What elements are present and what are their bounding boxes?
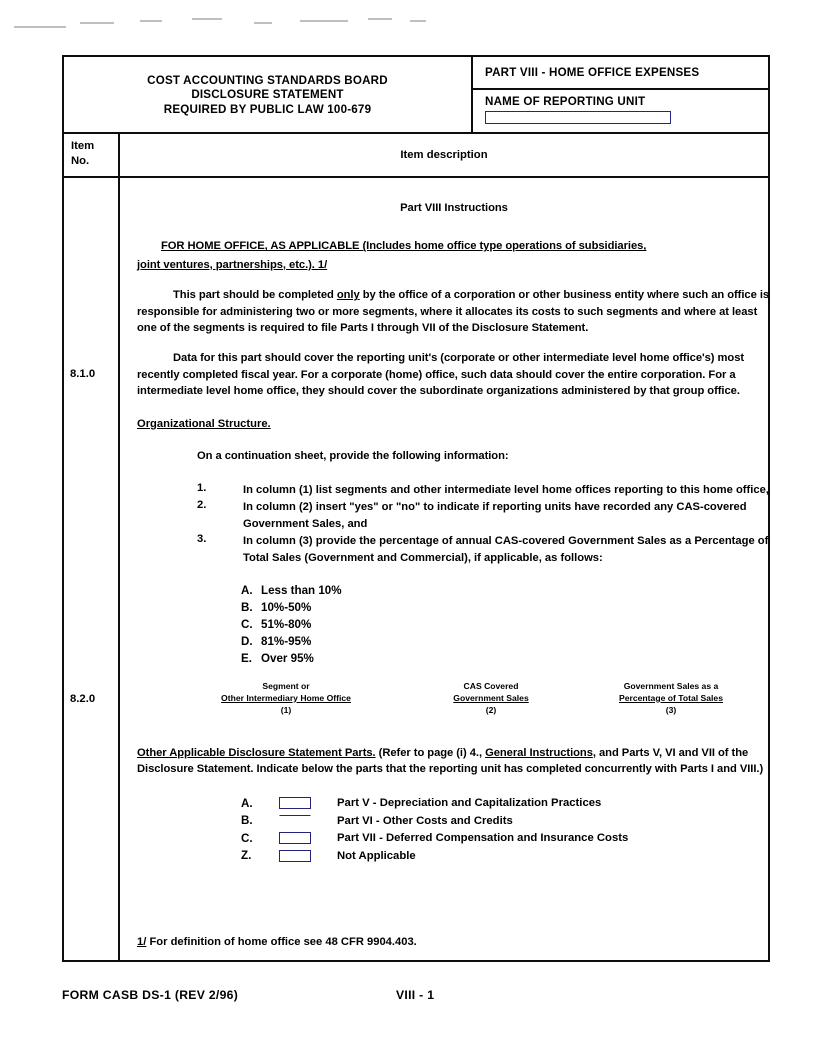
scan-artifact xyxy=(14,26,66,28)
option-letter: D. xyxy=(241,635,253,649)
section-810-numbered-list xyxy=(197,482,771,566)
checkbox-row-not-applicable xyxy=(241,847,771,865)
part-title: PART VIII - HOME OFFICE EXPENSES xyxy=(473,57,768,90)
scope-heading xyxy=(137,238,771,273)
checkbox-letter: C. xyxy=(241,831,253,845)
scan-artifact xyxy=(140,20,162,22)
column-heading-1-line-2: Other Intermediary Home Office xyxy=(221,692,351,703)
list-item xyxy=(197,499,771,532)
paragraph-scope-part-b: by the office of a corporation or other business entity where such an office is responsible for administering two or more segments, where it allocates its costs to such segments and where at least one of the segments is required to file Parts I through VII of the Disclosure Statement. xyxy=(137,289,770,335)
checkbox-part-vii[interactable] xyxy=(279,832,311,844)
applicable-parts-checkbox-list xyxy=(241,794,771,864)
scan-artifact xyxy=(80,22,114,24)
item-no-line-2: No. xyxy=(71,155,90,167)
item-no-line-1: Item xyxy=(71,140,95,152)
instructions-title: Part VIII Instructions xyxy=(400,202,508,214)
option-value: 51%-80% xyxy=(261,618,312,632)
scope-heading-line-2: joint ventures, partnerships, etc.). 1/ xyxy=(137,258,328,271)
authority-line-3: REQUIRED BY PUBLIC LAW 100-679 xyxy=(163,102,372,116)
authority-line-2: DISCLOSURE STATEMENT xyxy=(191,88,344,102)
part-identification-block xyxy=(473,57,768,132)
column-heading-2-line-1: CAS Covered xyxy=(463,681,519,692)
footnote xyxy=(137,936,417,948)
paragraph-data-coverage: Data for this part should cover the reporting unit's (corporate or other intermediate level home office's) most recently completed fiscal year. For a corporate (home) office, such data should cover the entire corporation. For a intermediate level home office, they should cover the subordinate organizations administered by that group office. xyxy=(137,352,745,398)
item-number-820: 8.2.0 xyxy=(70,693,96,705)
item-number-column xyxy=(64,178,120,962)
list-item xyxy=(241,633,771,650)
form-header xyxy=(64,57,768,134)
checkbox-not-applicable[interactable] xyxy=(279,850,311,862)
form-identifier: FORM CASB DS-1 (REV 2/96) xyxy=(62,988,239,1002)
column-heading-3-number: (3) xyxy=(665,705,677,716)
general-instructions-reference: General Instructions xyxy=(485,746,593,759)
item-number-810: 8.1.0 xyxy=(70,368,96,380)
list-item xyxy=(241,599,771,616)
column-heading-3-line-2: Percentage of Total Sales xyxy=(619,692,723,703)
option-letter: A. xyxy=(241,584,253,598)
scan-artifact xyxy=(300,20,348,22)
scan-artifact xyxy=(410,20,426,22)
list-item xyxy=(197,533,771,566)
paragraph-scope-emphasis: only xyxy=(336,289,360,302)
checkbox-label: Part VII - Deferred Compensation and Insurance Costs xyxy=(337,832,629,845)
footnote-text: For definition of home office see 48 CFR 9904.403. xyxy=(146,936,417,948)
option-letter: C. xyxy=(241,618,253,632)
column-header-item-description: Item description xyxy=(400,149,488,161)
form-body xyxy=(64,178,768,962)
reporting-unit-label: NAME OF REPORTING UNIT xyxy=(485,95,646,108)
list-item xyxy=(241,650,771,667)
list-item xyxy=(241,616,771,633)
option-value: 10%-50% xyxy=(261,601,312,615)
option-value: 81%-95% xyxy=(261,635,312,649)
column-heading-3 xyxy=(571,681,771,717)
authority-line-1: COST ACCOUNTING STANDARDS BOARD xyxy=(147,73,388,87)
list-item-text: In column (1) list segments and other intermediate level home offices reporting to this home office, xyxy=(243,484,769,497)
item-description-column xyxy=(120,178,785,962)
scope-heading-line-1: FOR HOME OFFICE, AS APPLICABLE (Includes home office type operations of subsidiaries, xyxy=(161,240,647,253)
column-heading-1 xyxy=(161,681,411,717)
table-column-headers xyxy=(64,134,768,178)
list-item xyxy=(197,482,771,498)
footnote-mark: 1/ xyxy=(137,936,147,948)
checkbox-letter: Z. xyxy=(241,849,252,863)
checkbox-row-part-vi xyxy=(241,812,771,830)
column-heading-2 xyxy=(411,681,571,717)
section-820-body-b: , and Parts V, VI and VII of the Disclosure Statement. Indicate below the parts that the reporting unit has completed concurrently with Parts I and VIII.) xyxy=(137,746,764,775)
list-item-number: 1. xyxy=(197,482,207,495)
scan-artifact xyxy=(368,18,392,20)
list-item-text: In column (3) provide the percentage of annual CAS-covered Government Sales as a Percentage of Total Sales (Government and Commercial), if applicable, as follows: xyxy=(243,535,769,564)
list-item-text: In column (2) insert "yes" or "no" to indicate if reporting units have recorded any CAS-covered Government Sales, and xyxy=(243,501,747,530)
continuation-sheet-column-headings xyxy=(137,681,771,717)
checkbox-label: Part V - Depreciation and Capitalization Practices xyxy=(337,797,602,810)
section-810-lead-in: On a continuation sheet, provide the following information: xyxy=(197,449,509,462)
section-820-body-a: (Refer to page (i) 4., xyxy=(375,746,486,759)
reporting-unit-input[interactable] xyxy=(485,111,671,124)
column-heading-1-line-1: Segment or xyxy=(262,681,310,692)
checkbox-part-vi[interactable] xyxy=(279,815,311,827)
column-heading-2-line-2: Government Sales xyxy=(453,692,529,703)
paragraph-scope-part-a: This part should be completed xyxy=(173,289,337,302)
page-number: VIII - 1 xyxy=(396,988,435,1002)
section-820-paragraph xyxy=(137,745,771,778)
reporting-unit-block xyxy=(473,90,768,132)
option-letter: E. xyxy=(241,652,252,666)
form-page xyxy=(62,55,770,962)
column-header-item-no xyxy=(64,134,120,176)
page-footer xyxy=(0,988,816,1008)
percentage-options-list xyxy=(241,582,771,667)
section-810-title: Organizational Structure. xyxy=(137,417,271,430)
checkbox-letter: B. xyxy=(241,814,253,828)
checkbox-label: Part VI - Other Costs and Credits xyxy=(337,814,513,827)
list-item xyxy=(241,582,771,599)
checkbox-letter: A. xyxy=(241,796,253,810)
checkbox-part-v[interactable] xyxy=(279,797,311,809)
paragraph-scope xyxy=(137,287,771,336)
section-820-title: Other Applicable Disclosure Statement Parts. xyxy=(137,746,376,759)
scan-artifact xyxy=(192,18,222,20)
option-value: Less than 10% xyxy=(261,584,342,598)
list-item-number: 3. xyxy=(197,533,207,546)
option-value: Over 95% xyxy=(261,652,314,666)
column-heading-3-line-1: Government Sales as a xyxy=(623,681,719,692)
checkbox-row-part-vii xyxy=(241,829,771,847)
list-item-number: 2. xyxy=(197,499,207,512)
checkbox-row-part-v xyxy=(241,794,771,812)
column-heading-2-number: (2) xyxy=(485,705,497,716)
checkbox-label: Not Applicable xyxy=(337,849,416,862)
option-letter: B. xyxy=(241,601,253,615)
column-heading-1-number: (1) xyxy=(280,705,292,716)
issuing-authority-block xyxy=(64,57,473,132)
scan-artifact xyxy=(254,22,272,24)
